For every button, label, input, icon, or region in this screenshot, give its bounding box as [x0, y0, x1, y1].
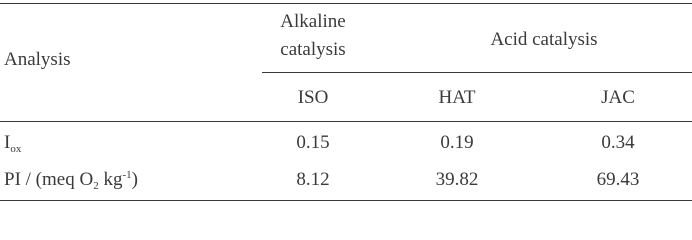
row-label-iox-sub: ox [10, 143, 22, 155]
table-bottom-rule [0, 200, 692, 201]
row-label-iox [4, 131, 21, 155]
subheader-iso: ISO [297, 87, 329, 108]
subheader-jac: JAC [601, 87, 635, 108]
cell-pi-iso: 8.12 [296, 169, 330, 190]
row-label-pi-sub: 2 [93, 180, 99, 192]
row-label-pi [4, 168, 138, 192]
row-label-pi-mid: kg [98, 169, 123, 190]
row-label-pi-sup: -1 [122, 169, 132, 181]
cell-iox-hat: 0.19 [440, 132, 474, 153]
header-group-rule [262, 72, 692, 73]
cell-iox-iso: 0.15 [296, 132, 330, 153]
row-label-iox-main: I [4, 132, 11, 153]
header-alkaline-line2: catalysis [280, 39, 346, 60]
cell-pi-jac: 69.43 [596, 169, 640, 190]
header-bottom-rule [0, 121, 692, 122]
table-top-rule [0, 3, 692, 4]
cell-pi-hat: 39.82 [435, 169, 479, 190]
subheader-hat: HAT [438, 87, 476, 108]
cell-iox-jac: 0.34 [601, 132, 635, 153]
row-label-pi-pre: PI / (meq O [4, 169, 94, 190]
header-analysis: Analysis [4, 49, 71, 70]
row-label-pi-post: ) [131, 169, 138, 190]
header-alkaline-line1: Alkaline [280, 11, 346, 32]
header-acid-catalysis: Acid catalysis [490, 29, 598, 50]
